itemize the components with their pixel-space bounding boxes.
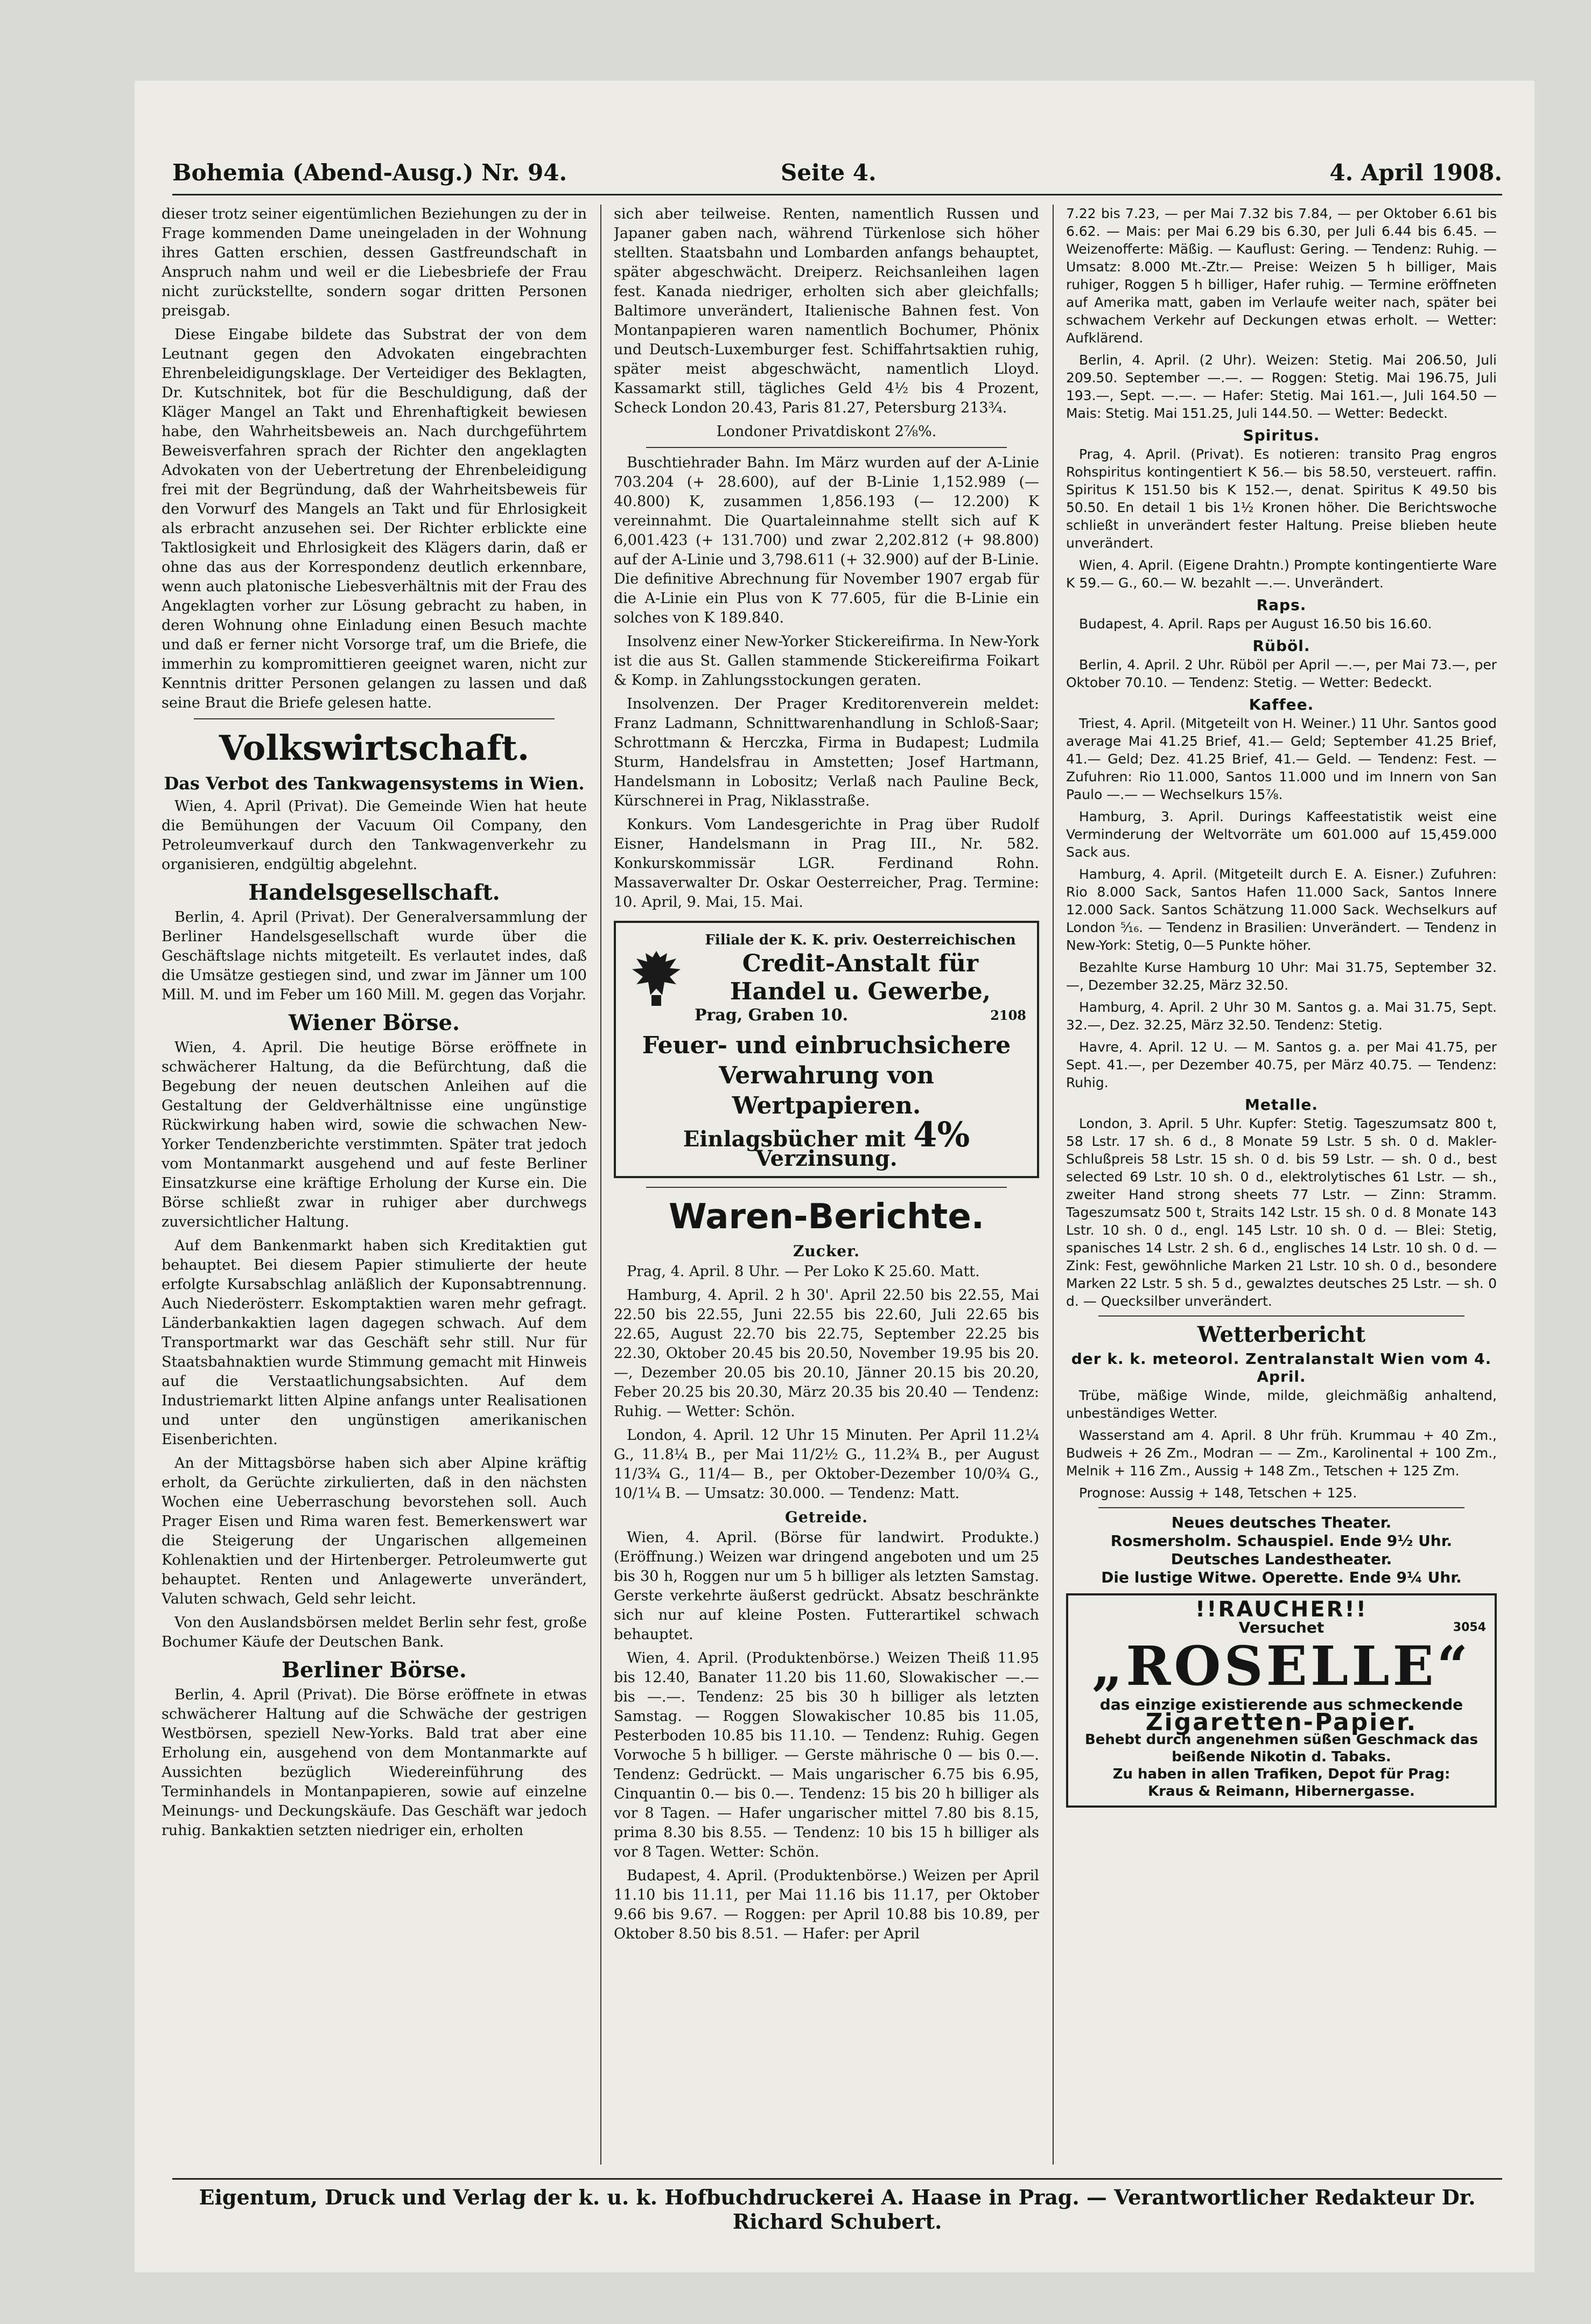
article-title-handelsgesellschaft: Handelsgesellschaft. <box>248 880 500 905</box>
ad-roselle-headline: !!RAUCHER!! <box>1195 1597 1368 1622</box>
report-zucker-london: London, 4. April. 12 Uhr 15 Minuten. Per April 11.2¼ G., 11.8¼ B., per Mai 11/2½ G., 11.2¾ B., per August 11/3¾ G., 11/4— B., per Oktober-Dezember 10/0¾ G., 10/1¼ B. — Umsatz: 30.000. — Tendenz: Matt. <box>614 1427 1039 1502</box>
ad-bank-interest <box>627 1115 1026 1171</box>
theater-2-title: Deutsches Landestheater. <box>1171 1550 1392 1568</box>
report-kaffee-triest: Triest, 4. April. (Mitgeteilt von H. Weiner.) 11 Uhr. Santos good average Mai 41.25 Brief, 41.— Geld; September 41.25 Brief, 41.— Geld; Dez. 41.25 Brief, 41.— Geld. — Tendenz: Fest. — Zufuhren: Rio 11.000, Santos 11.000 und im Innern von San Paulo —.— — Wechselkurs 15⅞. <box>1066 716 1497 802</box>
report-zucker-prag: Prag, 4. April. 8 Uhr. — Per Loko K 25.60. Matt. <box>627 1263 980 1280</box>
report-continuation: 7.22 bis 7.23, — per Mai 7.32 bis 7.84, — per Oktober 6.61 bis 6.62. — Mais: per Mai 6.29 bis 6.30, per Juli 6.44 bis 6.45. — Weizenofferte: Mäßig. — Kauflust: Gering. — Tendenz: Ruhig. — Umsatz: 8.000 Mt.-Ztr.— Preise: Weizen 5 h billiger, Mais ruhiger, Roggen 5 h billiger, Hafer ruhig. — Termine eröffneten auf Amerika matt, gaben im Verlaufe weiter nach, später bei schwachem Verkehr auf Deckungen etwas erholt. — Wetter: Aufklärend. <box>1066 206 1497 346</box>
article-paragraph: Wien, 4. April. Die heutige Börse eröffnete in schwächerer Haltung, da die Befürchtung, daß die Begebung der neuen deutschen Anleihen auf die Gestaltung der Geldverhältnisse eine ungünstige Rückwirkung haben wird, sowie die schwachen New-Yorker Tendenzberichte verstimmten. Später trat jedoch vom Montanmarkt ausgehend und auf feste Berliner Einsatzkurse eine kräftige Erholung der Kurse ein. Die Börse schließt zwar in ruhiger aber durchwegs zuversichtlicher Haltung. <box>162 1039 587 1230</box>
article-buschtiehrader: Buschtiehrader Bahn. Im März wurden auf der A-Linie 703.204 (+ 28.600), auf der B-Linie 1,152.989 (— 40.800) K, zusammen 1,856.193 (— 12.200) K vereinnahmt. Die Quartaleinnahme stellt sich auf K 6,001.423 (+ 131.700) und zwar 2,202.812 (+ 98.800) auf der A-Linie und 3,798.611 (+ 32.900) auf der B-Linie. Die definitive Abrechnung für November 1907 ergab für die A-Linie ein Plus von K 77.605, für die B-Linie ein solches von K 189.840. <box>614 454 1039 626</box>
report-kaffee-hamburg-2: Hamburg, 4. April. (Mitgeteilt durch E. A. Eisner.) Zufuhren: Rio 8.000 Sack, Santos Hafen 11.000 Sack, Santos Innere 12.000 Sack. Santos Schätzung 11.000 Sack. Wechselkurs auf London ⁵⁄₁₆. — Tendenz in Brasilien: Unverändert. — Tendenz in New-York: Stetig, 0—5 Punkte höher. <box>1066 866 1497 953</box>
header-date: 4. April 1908. <box>1329 159 1502 186</box>
report-getreide-wien-1: Wien, 4. April. (Börse für landwirt. Produkte.) (Eröffnung.) Weizen war dringend angeboten und um 25 bis 30 h, Roggen nur um 5 h billiger als letzten Samstag. Gerste verkehrte äußerst gedrückt. Absatz beschränkte sich nur auf kleine Posten. Futterartikel schwach behauptet. <box>614 1529 1039 1643</box>
wetter-subtitle: der k. k. meteorol. Zentralanstalt Wien vom 4. April. <box>1071 1350 1492 1385</box>
ad-bank-code: 2108 <box>990 1007 1026 1023</box>
wetter-forecast: Trübe, mäßige Winde, milde, gleichmäßig anhaltend, unbeständiges Wetter. <box>1066 1388 1497 1421</box>
subsection-zucker: Zucker. <box>793 1242 860 1260</box>
ad-roselle-code: 3054 <box>1453 1621 1486 1634</box>
article-title-tankwagen: Das Verbot des Tankwagensystems in Wien. <box>164 773 585 794</box>
ad-bank-address: Prag, Graben 10. <box>695 1006 849 1025</box>
article-paragraph: Wien, 4. April (Privat). Die Gemeinde Wien hat heute die Bemühungen der Vacuum Oil Company, den Petroleumverkauf durch den Tankwagenverkehr zu organisieren, endgültig abgelehnt. <box>162 798 587 873</box>
ad-roselle-benefit: Behebt durch angenehmen süßen Geschmack das beißende Nikotin d. Tabaks. <box>1084 1732 1478 1765</box>
divider <box>1098 1507 1464 1508</box>
column-3 <box>1066 205 1497 2165</box>
header-masthead: Bohemia (Abend-Ausg.) Nr. 94. <box>172 159 567 186</box>
report-kaffee-hamburg-3: Hamburg, 4. April. 2 Uhr 30 M. Santos g. a. Mai 31.75, Sept. 32.—, Dez. 32.25, März 32.50. Tendenz: Stetig. <box>1066 999 1497 1033</box>
wasserstand: Wasserstand am 4. April. 8 Uhr früh. Krummau + 40 Zm., Budweis + 26 Zm., Modran — — Zm., Karolinental + 100 Zm., Melnik + 116 Zm., Aussig + 148 Zm., Tetschen + 125 Zm. <box>1066 1427 1497 1479</box>
article-paragraph: Diese Eingabe bildete das Substrat der von dem Leutnant gegen den Advokaten eingebrachten Ehrenbeleidigungsklage. Der Verteidiger des Beklagten, Dr. Kutschnitek, bot für die Beschuldigung, daß der Kläger Mangel an Takt und Ehrenhaftigkeit bewiesen habe, den Wahrheitsbeweis an. Nach durchgeführtem Beweisverfahren sprach der Richter den angeklagten Advokaten von der Uebertretung der Ehrenbeleidigung frei mit der Begründung, daß der Wahrheitsbeweis für den Vorwurf des Mangels an Takt und für Ehrlosigkeit als erbracht anzusehen sei. Der Richter erblickte eine Taktlosigkeit und Ehrlosigkeit des Klägers darin, daß er ohne das aus der Korrespondenz deutlich erkennbare, wenn auch platonische Liebesverhältnis mit der Frau des Angeklagten vorher zur Lösung gebracht zu haben, in deren Wohnung ohne Einladung einen Besuch machte und daß er ferner nicht Vorsorge traf, um die Briefe, die immerhin zu kompromittieren geeignet waren, nicht zur Kenntnis dritter Personen gelangen zu lassen und daß seine Braut die Briefe gelesen hatte. <box>162 326 587 711</box>
column-rule <box>1053 205 1054 2165</box>
subsection-metalle: Metalle. <box>1245 1096 1318 1114</box>
ad-roselle-depot: Kraus & Reimann, Hibernergasse. <box>1148 1783 1415 1800</box>
ad-bank-line1: Filiale der K. K. priv. Oesterreichischen <box>705 932 1016 948</box>
ad-roselle-product: Zigaretten-Papier. <box>1145 1709 1418 1736</box>
header-page-number: Seite 4. <box>781 159 877 186</box>
subsection-rueboel: Rüböl. <box>1252 637 1310 655</box>
ad-bank-interest-rate: 4% <box>913 1115 970 1155</box>
article-konkurs: Konkurs. Vom Landesgerichte in Prag über Rudolf Eisner, Handelsmann in Prag III., Nr. 582. Konkurskommissär LGR. Ferdinand Rohn. Massaverwalter Dr. Oskar Oesterreicher, Prag. Termine: 10. April, 9. Mai, 15. Mai. <box>614 816 1039 911</box>
theater-2-program: Die lustige Witwe. Operette. Ende 9¼ Uhr. <box>1101 1569 1462 1586</box>
column-2 <box>614 205 1039 2165</box>
section-title-waren-berichte: Waren-Berichte. <box>668 1197 985 1237</box>
subsection-spiritus: Spiritus. <box>1243 426 1320 444</box>
article-title-wiener-boerse: Wiener Börse. <box>289 1010 460 1035</box>
section-title-wetterbericht: Wetterbericht <box>1197 1322 1366 1347</box>
ad-bank-service: Feuer- und einbruchsichere Verwahrung von Wertpapieren. <box>642 1032 1011 1119</box>
report-getreide-budapest: Budapest, 4. April. (Produktenbörse.) Weizen per April 11.10 bis 11.11, per Mai 11.16 bis 11.17, per Oktober 9.66 bis 9.67. — Roggen: per April 10.88 bis 10.89, per Oktober 8.50 bis 8.51. — Hafer: per April <box>614 1867 1039 1942</box>
ad-roselle-tagline: das einzige existierende aus schmeckende <box>1099 1696 1463 1713</box>
double-eagle-icon <box>627 946 686 1010</box>
divider <box>646 447 1007 448</box>
page-footer-imprint: Eigentum, Druck und Verlag der k. u. k. Hofbuchdruckerei A. Haase in Prag. — Verantwortlicher Redakteur Dr. Richard Schubert. <box>172 2178 1502 2217</box>
article-paragraph: Berlin, 4. April (Privat). Die Börse eröffnete in etwas schwächerer Haltung auf die Schwäche der gestrigen Westbörsen, speziell New-Yorks. Bald trat aber eine Erholung ein, ausgehend von dem Montanmarkte auf Aussichten bezüglich Wiedereinführung des Terminhandels in Montanpapieren, sowie auf einzelne Meinungs- und Deckungskäufe. Das Geschäft war jedoch ruhig. Bankaktien setzten niedriger ein, erholten <box>162 1686 587 1839</box>
article-paragraph: Von den Auslandsbörsen meldet Berlin sehr fest, große Bochumer Käufe der Deutschen Bank. <box>162 1614 587 1650</box>
theater-1-title: Neues deutsches Theater. <box>1171 1514 1392 1531</box>
article-continuation: sich aber teilweise. Renten, namentlich Russen und Japaner gaben nach, während Türkenlose sich höher stellten. Staatsbahn und Lombarden anfangs behauptet, später abgeschwächt. Dreiperz. Reichsanleihen lagen fest. Kanada niedriger, erholten sich aber gleichfalls; Baltimore unverändert, Italienische Bahnen fest. Von Montanpapieren waren namentlich Bochumer, Phönix und Deutsch-Luxemburger fest. Schiffahrtsaktien ruhig, später meist abgeschwächt, namentlich Lloyd. Kassamarkt still, tägliches Geld 4½ bis 4 Prozent, Scheck London 20.43, Paris 81.27, Petersburg 213¾. <box>614 206 1039 416</box>
report-spiritus-wien: Wien, 4. April. (Eigene Drahtn.) Prompte kontingentierte Ware K 59.— G., 60.— W. bezahlt —.—. Unverändert. <box>1066 557 1497 591</box>
theater-1-program: Rosmersholm. Schauspiel. Ende 9½ Uhr. <box>1110 1532 1453 1550</box>
divider <box>646 1187 1007 1188</box>
ad-bank-interest-suffix: Verzinsung. <box>755 1146 898 1171</box>
article-insolvenz-newyork: Insolvenz einer New-Yorker Stickereifirma. In New-York ist die aus St. Gallen stammende Stickereifirma Foikart & Komp. in Zahlungsstockungen geraten. <box>614 633 1039 689</box>
article-insolvenzen: Insolvenzen. Der Prager Kreditorenverein meldet: Franz Ladmann, Schnittwarenhandlung in Schloß-Saar; Schrottmann & Herczka, Firma in Budapest; Ludmila Sturm, Handelsfrau in Amstetten; Josef Hartmann, Handelsmann in Lobositz; Verlaß nach Pauline Beck, Kürschnerei in Prag, Niklasstraße. <box>614 696 1039 809</box>
article-title-berliner-boerse: Berliner Börse. <box>282 1657 467 1683</box>
report-zucker-hamburg: Hamburg, 4. April. 2 h 30'. April 22.50 bis 22.55, Mai 22.50 bis 22.55, Juni 22.55 bis 22.60, Juli 22.65 bis 22.65, August 22.70 bis 22.75, September 22.25 bis 22.30, Oktober 20.45 bis 20.50, November 19.95 bis 20.—, Dezember 20.05 bis 20.10, Jänner 20.15 bis 20.20, Feber 20.25 bis 20.30, März 20.35 bis 20.40 — Tendenz: Ruhig. — Wetter: Schön. <box>614 1287 1039 1420</box>
article-paragraph: An der Mittagsbörse haben sich aber Alpine kräftig erholt, da Gerüchte zirkulierten, daß in den nächsten Wochen eine Ueberraschung bevorstehen soll. Auch Prager Eisen und Rima waren fest. Bemerkenswert war die Steigerung der Ungarischen allgemeinen Kohlenaktien und der Hirtenberger. Petroleumwerte gut behauptet. Renten und Anlagewerte unverändert, Valuten schwach, Geld sehr leicht. <box>162 1455 587 1607</box>
ad-bank-name: Credit-Anstalt für Handel u. Gewerbe, <box>730 950 991 1005</box>
divider <box>194 718 555 719</box>
report-spiritus-prag: Prag, 4. April. (Privat). Es notieren: transito Prag engros Rohspiritus kontingentiert K 56.— bis 58.50, versteuert. raffin. Spiritus K 151.50 bis K 152.—, denat. Spiritus K 49.50 bis 50.50. En detail 1 bis 1½ Kronen höher. Die Berichtswoche schließt in unverändert fester Haltung. Preise blieben heute unverändert. <box>1066 446 1497 551</box>
report-raps: Budapest, 4. April. Raps per August 16.50 bis 16.60. <box>1079 616 1432 632</box>
prognose: Prognose: Aussig + 148, Tetschen + 125. <box>1079 1485 1357 1501</box>
subsection-raps: Raps. <box>1256 596 1307 614</box>
report-kaffee-kurse: Bezahlte Kurse Hamburg 10 Uhr: Mai 31.75, September 32.—, Dezember 32.25, März 32.50. <box>1066 960 1497 993</box>
ad-roselle-versuchet: Versuchet <box>1238 1619 1324 1636</box>
subsection-getreide: Getreide. <box>784 1508 868 1526</box>
report-getreide-wien-2: Wien, 4. April. (Produktenbörse.) Weizen Theiß 11.95 bis 12.40, Banater 11.20 bis 11.60, Slowakischer —.— bis —.—. Tendenz: 25 bis 30 h billiger als letzten Samstag. — Roggen Slowakischer 10.85 bis 11.05, Pesterboden 10.85 bis 11.10. — Tendenz: Ruhig. Gegen Vorwoche 5 h billiger. — Gerste mährische 0 — bis 0.—. Tendenz: Gedrückt. — Mais ungarischer 6.75 bis 6.95, Cinquantin 0.— bis 0.—. Tendenz: 15 bis 20 h billiger als vor 8 Tagen. — Hafer ungarischer mittel 7.80 bis 8.15, prima 8.30 bis 8.55. — Tendenz: 10 bis 15 h billiger als vor 8 Tagen. Wetter: Schön. <box>614 1650 1039 1860</box>
advertisement-roselle <box>1066 1593 1497 1808</box>
page-header <box>172 156 1502 195</box>
section-title-volkswirtschaft: Volkswirtschaft. <box>219 728 530 768</box>
article-paragraph: Berlin, 4. April (Privat). Der Generalversammlung der Berliner Handelsgesellschaft wurde über die Geschäftslage nichts mitgeteilt. Es verlautet indes, daß die Umsätze gestiegen sind, und zwar im Jänner um 100 Mill. M. und im Feber um 160 Mill. M. gegen das Vorjahr. <box>162 909 587 1003</box>
subsection-kaffee: Kaffee. <box>1249 696 1314 713</box>
advertisement-credit-anstalt <box>614 921 1039 1178</box>
report-berlin: Berlin, 4. April. (2 Uhr). Weizen: Stetig. Mai 206.50, Juli 209.50. September —.—. — Roggen: Stetig. Mai 196.75, Juli 193.—, Sept. —.—. — Hafer: Stetig. Mai 161.—, Juli 164.50 — Mais: Stetig. Mai 151.25, Juli 144.50. — Wetter: Bedeckt. <box>1066 352 1497 421</box>
article-paragraph: Auf dem Bankenmarkt haben sich Kreditaktien gut behauptet. Bei diesem Papier stimulierte der heute erfolgte Kursabschlag anläßlich der Kuponsabtrennung. Auch Niederösterr. Eskomptaktien waren mehr gefragt. Länderbankaktien lagen dagegen schwach. Auf dem Transportmarkt war das Geschäft sehr still. Nur für Staatsbahnaktien wurde Stimmung gemacht mit Hinweis auf die Verstaatlichungsabsichten. Auf dem Industriemarkt litten Alpine anfangs unter Realisationen und unter den ungünstigen amerikanischen Eisenberichten. <box>162 1237 587 1448</box>
column-rule <box>600 205 601 2165</box>
newspaper-page <box>135 81 1534 2272</box>
report-rueboel: Berlin, 4. April. 2 Uhr. Rüböl per April —.—, per Mai 73.—, per Oktober 70.10. — Tendenz: Stetig. — Wetter: Bedeckt. <box>1066 657 1497 690</box>
report-kaffee-havre: Havre, 4. April. 12 U. — M. Santos g. a. per Mai 41.75, per Sept. 41.—, per Dezember 40.75, per März 40.75. — Tendenz: Ruhig. <box>1066 1039 1497 1090</box>
report-kaffee-hamburg-1: Hamburg, 3. April. Durings Kaffeestatistik weist eine Verminderung der Weltvorräte um 601.000 auf 15,459.000 Sack aus. <box>1066 809 1497 860</box>
report-metalle-london: London, 3. April. 5 Uhr. Kupfer: Stetig. Tageszumsatz 800 t, 58 Lstr. 17 sh. 6 d., 8 Monate 59 Lstr. 5 sh. 0 d. Makler-Schlußpreis 58 Lstr. 15 sh. 0 d. bis 59 Lstr. — sh. 0 d., best selected 69 Lstr. 10 sh. 0 d., elektrolytisches 61 Lstr. — sh., zweiter Hand strong sheets 77 Lstr. — Zinn: Stramm. Tageszumsatz 500 t, Straits 142 Lstr. 15 sh. 0 d. 8 Monate 143 Lstr. 10 sh. 0 d., engl. 145 Lstr. 10 sh. 0 d. — Blei: Stetig, spanisches 14 Lstr. 2 sh. 6 d., englisches 14 Lstr. 10 sh. 0 d. — Zink: Fest, gewöhnliche Marken 21 Lstr. 10 sh. 0 d., besondere Marken 22 Lstr. 5 sh. 5 d., gewalztes deutsches 25 Lstr. — sh. 0 d. — Quecksilber unverändert. <box>1066 1116 1497 1309</box>
article-continuation: dieser trotz seiner eigentümlichen Beziehungen zu der in Frage kommenden Dame uneingeladen in der Wohnung ihres Gatten erschien, dessen Gastfreundschaft in Anspruch nahm und weil er die Liebesbriefe der Frau nicht zurückstellte, sondern sogar dritten Personen preisgab. <box>162 206 587 319</box>
ad-roselle-availability: Zu haben in allen Trafiken, Depot für Prag: <box>1112 1766 1450 1782</box>
ad-roselle-brand: „ROSELLE“ <box>1091 1634 1471 1698</box>
divider <box>1098 1315 1464 1317</box>
ad-bank-interest-label: Einlagsbücher mit <box>683 1126 906 1152</box>
column-1 <box>162 205 587 2165</box>
article-paragraph: Londoner Privatdiskont 2⅞%. <box>716 423 937 440</box>
